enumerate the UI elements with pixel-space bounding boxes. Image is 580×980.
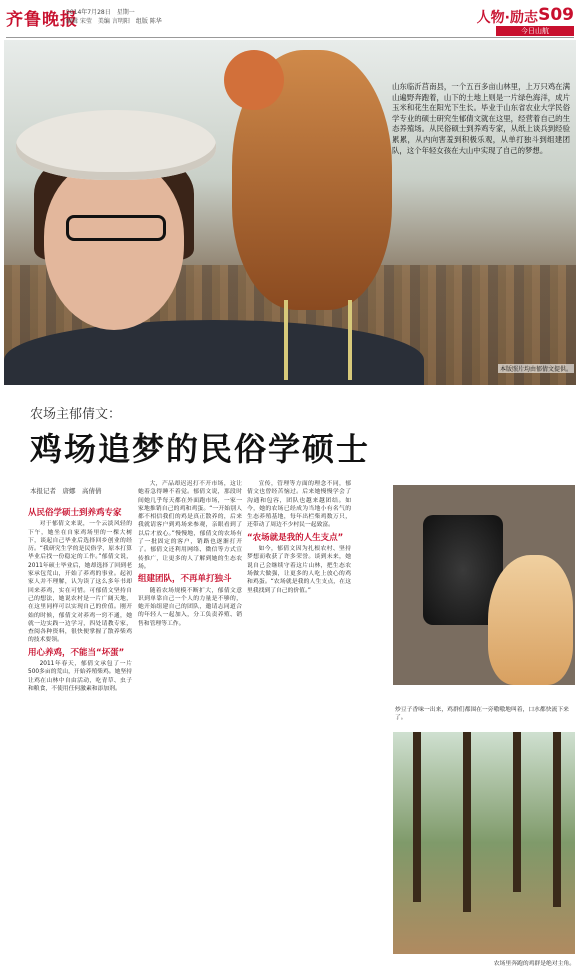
paragraph: 随着农场规模不断扩大，郁倩文意识到单靠自己一个人的力量是不够的，她开始组建自己的团队，邀请志同道合的年轻人一起加入，分工负责养殖、销售和管理等工作。: [138, 587, 242, 627]
article-kicker: 农场主郁倩文：: [30, 407, 122, 422]
tree: [463, 732, 471, 912]
newspaper-logo: 齐鲁晚报: [6, 10, 78, 30]
paragraph: 如今，郁倩文因为扎根农村、坚持梦想而收获了许多荣誉。谈到未来，她说自己会继续守着这片山林，把生态农场做大做强，让更多的人吃上放心的鸡和鸡蛋。“农场就是我的人生支点，在这里我找到了自己的价值。”: [247, 546, 351, 594]
photo-caption-2: 农场里奔跑的鸡群是绝对主角。: [493, 961, 575, 967]
person-face: [44, 160, 184, 330]
tree: [413, 732, 421, 902]
paragraph: 2011年春天，郁倩文承包了一片500多亩的荒山，开始养殖柴鸡。她坚持让鸡在山林中自由活动，吃青草、虫子和粮食，不使用任何激素和添加剂。: [28, 661, 132, 692]
article-column-2: [138, 480, 242, 975]
intro-text: 山东临沂莒南县，一个五百多亩山林里，上万只鸡在满山遍野奔跑着，山下的土地上则是一片绿色海洋，成片玉米和花生在阳光下生长。毕业于山东省农业大学民俗学专业的硕士研究生郁倩文就在这里，经营着自己的生态养殖场。从民俗硕士到养鸡专家，从纸上谈兵到经验累累，从内向害羞到积极乐观，从单打独斗到组建团队，这个年轻女孩在大山中实现了自己的梦想。: [392, 82, 570, 155]
photo-credit: 本版照片均由郁倩文提供。: [499, 366, 572, 373]
paragraph: 宣传，管理等方面的理念不同，郁倩文也曾经苦恼过。后来她慢慢学会了沟通和包容，团队也越来越团结。如今，她的农场已经成为当地小有名气的生态养殖基地，每年出栏柴鸡数万只，还带动了周边不少村民一起致富。: [247, 481, 351, 529]
photo-caption-1: 炒豆子香味一出来，鸡群们都围在一旁嗷嗷地叫着，口水都快流下来了。: [395, 707, 569, 721]
hen-head: [224, 50, 284, 110]
glasses-icon: [66, 215, 166, 241]
article-column-1: [28, 505, 132, 975]
subhead-1: 从民俗学硕士到养鸡专家: [28, 508, 122, 518]
paragraph: 大，产品却迟迟打不开市场，这让她着急得睡不着觉。郁倩文说，那段时间她几乎每天都在外面跑市场，一家一家地推销自己的鸡和鸡蛋。“一开始别人都不相信我们的鸡是真正散养的，后来我就请客户到鸡场来参观，亲眼看到了以后才放心。”慢慢地，郁倩文的农场有了一批固定的客户，销路也逐渐打开了。郁倩文还利用网络、微信等方式宣传推广，让更多的人了解到她的生态农场。: [138, 481, 242, 570]
section-title: 人物·励志: [476, 10, 538, 26]
rooster: [488, 555, 573, 685]
masthead-date: 2014年7月28日 星期一: [66, 9, 135, 16]
article-byline: 本报记者 唐娜 高倩倩: [30, 487, 102, 495]
page-number: S09: [538, 5, 574, 25]
subhead-3: 组建团队，不再单打独斗: [138, 574, 232, 585]
hen-legs: [284, 300, 352, 380]
section-subtitle: 今日山航: [496, 26, 574, 36]
tree: [513, 732, 521, 892]
article-column-3: [247, 480, 351, 975]
article-headline: 鸡场追梦的民俗学硕士: [30, 430, 371, 468]
subhead-2: 用心养鸡，不能当“坏蛋”: [28, 647, 125, 658]
paragraph: 对于郁倩文来说，一个云淡风轻的下午，她坐在自家鸡场里的一棵大树下，谈起自己毕业后选择回乡创业的经历。“我研究生学的是民俗学，原本打算毕业后找一份稳定的工作。”郁倩文说，2011年硕士毕业后，她却选择了回到老家承包荒山，开始了养鸡的事业。起初家人并不理解，认为读了这么多年书却回来养鸡，实在可惜。可郁倩文坚持自己的想法，她说农村是一片广阔天地，在这里同样可以实现自己的价值。刚开始的时候，郁倩文对养鸡一窍不通，她就一边实践一边学习，四处请教专家，查阅各种资料，很快便掌握了散养柴鸡的技术要领。: [28, 521, 132, 644]
tree: [553, 732, 561, 907]
masthead-editors: 编辑 宋莹 美编 言明阳 组版 陈华: [66, 18, 162, 25]
chicken-forest-photo: [393, 732, 575, 954]
subhead-4: “农场就是我的人生支点”: [247, 532, 344, 543]
masthead-meta: [66, 8, 162, 26]
stove-rooster-photo: [393, 485, 575, 685]
masthead: [6, 5, 574, 38]
sun-hat: [16, 110, 216, 180]
